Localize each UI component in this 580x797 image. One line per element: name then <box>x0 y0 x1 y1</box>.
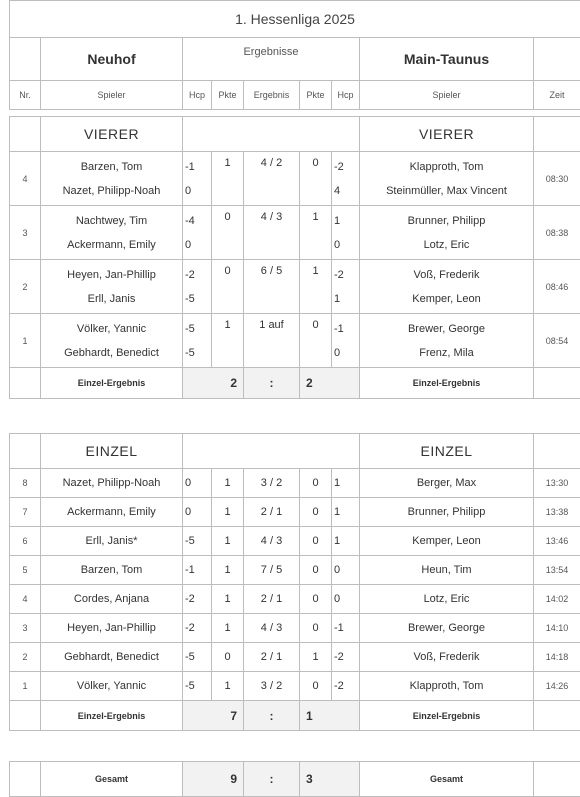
home-player-name: Ackermann, Emily <box>41 498 183 527</box>
vierer-section-home: VIERER <box>41 117 183 152</box>
results-table <box>9 0 580 797</box>
away-players <box>360 206 534 260</box>
home-players <box>41 260 183 314</box>
away-player-name: Lotz, Eric <box>360 585 534 614</box>
away-handicaps <box>332 152 360 206</box>
einzel-match-row <box>10 614 580 643</box>
einzel-section-home: EINZEL <box>41 434 183 469</box>
home-players <box>41 206 183 260</box>
home-handicaps <box>183 206 212 260</box>
away-player-name: Voß, Frederik <box>360 643 534 672</box>
vierer-summary-label-away: Einzel-Ergebnis <box>360 368 534 399</box>
match-number: 2 <box>10 260 41 314</box>
home-handicaps <box>183 314 212 368</box>
einzel-match-row <box>10 556 580 585</box>
match-result: 1 auf <box>244 314 300 368</box>
away-handicap: -1 <box>334 317 359 341</box>
vierer-summary-row <box>10 368 580 399</box>
away-points: 1 <box>300 260 332 314</box>
away-players <box>360 152 534 206</box>
header-hcp-home: Hcp <box>183 81 212 110</box>
away-player-name: Brewer, George <box>360 317 533 341</box>
league-title: 1. Hessenliga 2025 <box>10 1 580 38</box>
match-result: 7 / 5 <box>244 556 300 585</box>
away-player-name: Steinmüller, Max Vincent <box>360 179 533 203</box>
away-handicaps <box>332 314 360 368</box>
away-handicap: -2 <box>332 672 360 701</box>
home-player-name: Heyen, Jan-Phillip <box>41 263 182 287</box>
header-points-home: Pkte <box>212 81 244 110</box>
home-handicap: -1 <box>183 556 212 585</box>
match-result: 4 / 3 <box>244 614 300 643</box>
header-points-away: Pkte <box>300 81 332 110</box>
match-result: 4 / 2 <box>244 152 300 206</box>
away-points: 0 <box>300 527 332 556</box>
vierer-match-row <box>10 260 580 314</box>
home-points: 1 <box>212 152 244 206</box>
tee-time: 08:30 <box>534 152 580 206</box>
match-result: 2 / 1 <box>244 643 300 672</box>
total-row <box>10 762 580 797</box>
match-result: 3 / 2 <box>244 469 300 498</box>
home-handicap: -5 <box>183 672 212 701</box>
away-handicap: -2 <box>334 263 359 287</box>
home-handicap: -5 <box>185 287 211 311</box>
match-number: 5 <box>10 556 41 585</box>
away-points: 1 <box>300 643 332 672</box>
match-result: 4 / 3 <box>244 527 300 556</box>
away-points: 0 <box>300 498 332 527</box>
away-player-name: Brunner, Philipp <box>360 209 533 233</box>
header-nr: Nr. <box>10 81 41 110</box>
match-result: 3 / 2 <box>244 672 300 701</box>
vierer-summary-home-score: 2 <box>183 368 244 399</box>
home-team-name: Neuhof <box>41 38 183 81</box>
einzel-summary-separator: : <box>244 701 300 731</box>
away-handicap: -1 <box>332 614 360 643</box>
away-handicap: 1 <box>334 209 359 233</box>
away-player-name: Lotz, Eric <box>360 233 533 257</box>
home-points: 1 <box>212 314 244 368</box>
home-player-name: Gebhardt, Benedict <box>41 341 182 365</box>
match-result: 4 / 3 <box>244 206 300 260</box>
tee-time: 08:46 <box>534 260 580 314</box>
away-handicap: 0 <box>332 585 360 614</box>
away-handicap: 0 <box>332 556 360 585</box>
home-handicap: -5 <box>185 317 211 341</box>
away-points: 0 <box>300 556 332 585</box>
einzel-summary-label-home: Einzel-Ergebnis <box>41 701 183 731</box>
home-points: 1 <box>212 585 244 614</box>
away-points: 0 <box>300 152 332 206</box>
home-handicap: 0 <box>183 498 212 527</box>
away-player-name: Brunner, Philipp <box>360 498 534 527</box>
tee-time: 14:26 <box>534 672 580 701</box>
tee-time: 08:54 <box>534 314 580 368</box>
tee-time: 13:46 <box>534 527 580 556</box>
total-home-score: 9 <box>183 762 244 797</box>
home-handicap: 0 <box>185 233 211 257</box>
home-points: 1 <box>212 469 244 498</box>
total-away-score: 3 <box>300 762 360 797</box>
home-handicap: -5 <box>185 341 211 365</box>
home-handicap: -2 <box>183 614 212 643</box>
header-player-home: Spieler <box>41 81 183 110</box>
match-number: 1 <box>10 314 41 368</box>
einzel-match-row <box>10 672 580 701</box>
away-player-name: Klapproth, Tom <box>360 155 533 179</box>
home-handicaps <box>183 152 212 206</box>
away-points: 0 <box>300 614 332 643</box>
match-number: 3 <box>10 206 41 260</box>
header-player-away: Spieler <box>360 81 534 110</box>
home-handicap: -2 <box>183 585 212 614</box>
vierer-match-row <box>10 206 580 260</box>
vierer-section-away: VIERER <box>360 117 534 152</box>
away-player-name: Klapproth, Tom <box>360 672 534 701</box>
einzel-summary-label-away: Einzel-Ergebnis <box>360 701 534 731</box>
home-points: 0 <box>212 643 244 672</box>
away-handicap: -2 <box>334 155 359 179</box>
einzel-section-away: EINZEL <box>360 434 534 469</box>
tee-time: 14:18 <box>534 643 580 672</box>
home-handicap: -2 <box>185 263 211 287</box>
away-team-name: Main-Taunus <box>360 38 534 81</box>
home-points: 1 <box>212 556 244 585</box>
home-handicap: -4 <box>185 209 211 233</box>
away-player-name: Kemper, Leon <box>360 527 534 556</box>
match-number: 4 <box>10 152 41 206</box>
away-player-name: Heun, Tim <box>360 556 534 585</box>
header-result: Ergebnis <box>244 81 300 110</box>
home-handicap: -5 <box>183 527 212 556</box>
home-handicaps <box>183 260 212 314</box>
home-points: 1 <box>212 672 244 701</box>
match-number: 2 <box>10 643 41 672</box>
away-player-name: Brewer, George <box>360 614 534 643</box>
tee-time: 13:54 <box>534 556 580 585</box>
home-player-name: Erll, Janis* <box>41 527 183 556</box>
einzel-match-row <box>10 527 580 556</box>
results-label: Ergebnisse <box>183 38 360 81</box>
vierer-match-row <box>10 314 580 368</box>
home-players <box>41 152 183 206</box>
home-points: 0 <box>212 206 244 260</box>
away-handicaps <box>332 206 360 260</box>
away-handicap: 1 <box>332 527 360 556</box>
tee-time: 08:38 <box>534 206 580 260</box>
away-handicap: 1 <box>332 469 360 498</box>
vierer-summary-away-score: 2 <box>300 368 360 399</box>
total-label-home: Gesamt <box>41 762 183 797</box>
einzel-match-row <box>10 585 580 614</box>
home-player-name: Nazet, Philipp-Noah <box>41 179 182 203</box>
home-points: 1 <box>212 527 244 556</box>
home-player-name: Barzen, Tom <box>41 556 183 585</box>
total-label-away: Gesamt <box>360 762 534 797</box>
header-hcp-away: Hcp <box>332 81 360 110</box>
home-player-name: Heyen, Jan-Phillip <box>41 614 183 643</box>
away-player-name: Voß, Frederik <box>360 263 533 287</box>
vierer-match-row <box>10 152 580 206</box>
away-handicap: 4 <box>334 179 359 203</box>
match-result: 6 / 5 <box>244 260 300 314</box>
away-points: 1 <box>300 206 332 260</box>
home-player-name: Cordes, Anjana <box>41 585 183 614</box>
einzel-match-row <box>10 469 580 498</box>
match-number: 7 <box>10 498 41 527</box>
away-players <box>360 314 534 368</box>
home-players <box>41 314 183 368</box>
home-player-name: Gebhardt, Benedict <box>41 643 183 672</box>
away-handicaps <box>332 260 360 314</box>
header-time: Zeit <box>534 81 580 110</box>
home-points: 1 <box>212 498 244 527</box>
home-handicap: 0 <box>183 469 212 498</box>
vierer-summary-separator: : <box>244 368 300 399</box>
away-player-name: Kemper, Leon <box>360 287 533 311</box>
tee-time: 14:02 <box>534 585 580 614</box>
vierer-summary-label-home: Einzel-Ergebnis <box>41 368 183 399</box>
home-player-name: Erll, Janis <box>41 287 182 311</box>
match-result: 2 / 1 <box>244 585 300 614</box>
home-player-name: Völker, Yannic <box>41 672 183 701</box>
away-handicap: 1 <box>334 287 359 311</box>
tee-time: 14:10 <box>534 614 580 643</box>
home-points: 1 <box>212 614 244 643</box>
einzel-match-row <box>10 643 580 672</box>
away-handicap: 0 <box>334 233 359 257</box>
away-points: 0 <box>300 314 332 368</box>
match-number: 1 <box>10 672 41 701</box>
total-separator: : <box>244 762 300 797</box>
away-points: 0 <box>300 672 332 701</box>
tee-time: 13:38 <box>534 498 580 527</box>
match-number: 6 <box>10 527 41 556</box>
away-handicap: 1 <box>332 498 360 527</box>
home-player-name: Völker, Yannic <box>41 317 182 341</box>
einzel-summary-home-score: 7 <box>183 701 244 731</box>
einzel-summary-away-score: 1 <box>300 701 360 731</box>
home-points: 0 <box>212 260 244 314</box>
away-points: 0 <box>300 469 332 498</box>
home-handicap: -1 <box>185 155 211 179</box>
match-result: 2 / 1 <box>244 498 300 527</box>
away-points: 0 <box>300 585 332 614</box>
away-player-name: Frenz, Mila <box>360 341 533 365</box>
away-players <box>360 260 534 314</box>
match-number: 4 <box>10 585 41 614</box>
home-player-name: Ackermann, Emily <box>41 233 182 257</box>
einzel-summary-row <box>10 701 580 731</box>
match-number: 3 <box>10 614 41 643</box>
away-player-name: Berger, Max <box>360 469 534 498</box>
match-number: 8 <box>10 469 41 498</box>
home-player-name: Barzen, Tom <box>41 155 182 179</box>
away-handicap: 0 <box>334 341 359 365</box>
away-handicap: -2 <box>332 643 360 672</box>
einzel-match-row <box>10 498 580 527</box>
tee-time: 13:30 <box>534 469 580 498</box>
home-player-name: Nazet, Philipp-Noah <box>41 469 183 498</box>
home-handicap: -5 <box>183 643 212 672</box>
home-player-name: Nachtwey, Tim <box>41 209 182 233</box>
home-handicap: 0 <box>185 179 211 203</box>
